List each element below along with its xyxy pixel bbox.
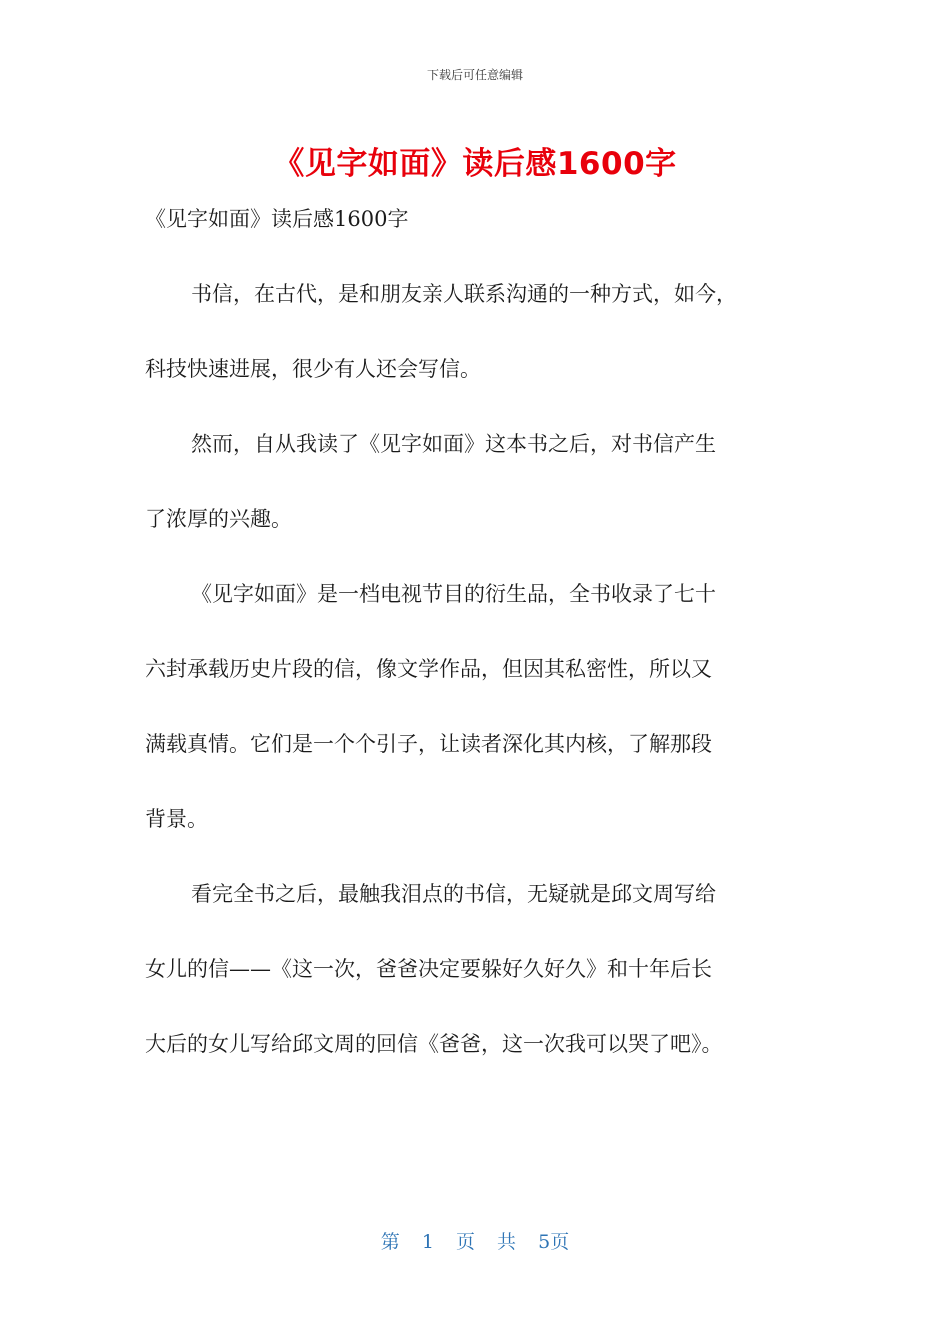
document-body: [145, 201, 805, 1063]
paragraph-line: 看完全书之后，最触我泪点的书信，无疑就是邱文周写给: [191, 882, 716, 906]
total-label: 共: [497, 1231, 517, 1253]
paragraph-line: 书信，在古代，是和朋友亲人联系沟通的一种方式，如今，: [191, 282, 737, 306]
paragraph-4: [145, 876, 805, 1063]
paragraph-line: 了浓厚的兴趣。: [145, 507, 292, 531]
total-pages: 5页: [538, 1231, 570, 1253]
paragraph-line: 大后的女儿写给邱文周的回信《爸爸，这一次我可以哭了吧》。: [145, 1032, 723, 1056]
paragraph-line: 六封承载历史片段的信，像文学作品，但因其私密性，所以又: [145, 657, 712, 681]
paragraph-3: [145, 576, 805, 838]
paragraph-line: 背景。: [145, 807, 208, 831]
page-footer: [0, 1227, 950, 1254]
subtitle-line: 《见字如面》读后感1600字: [145, 207, 409, 231]
header-note: 下载后可任意编辑: [426, 68, 523, 82]
page-label-mid: 页: [455, 1231, 475, 1253]
paragraph-line: 科技快速进展，很少有人还会写信。: [145, 357, 481, 381]
current-page-number: 1: [421, 1231, 434, 1253]
page-label-prefix: 第: [380, 1231, 400, 1253]
paragraph-line: 《见字如面》是一档电视节目的衍生品，全书收录了七十: [191, 582, 716, 606]
document-title: 《见字如面》读后感1600字: [273, 146, 677, 182]
paragraph-1: [145, 276, 805, 388]
paragraph-line: 满载真情。它们是一个个引子，让读者深化其内核，了解那段: [145, 732, 712, 756]
paragraph-2: [145, 426, 805, 538]
paragraph-line: 然而，自从我读了《见字如面》这本书之后，对书信产生: [191, 432, 716, 456]
paragraph-line: 女儿的信——《这一次，爸爸决定要躲好久好久》和十年后长: [145, 957, 712, 981]
